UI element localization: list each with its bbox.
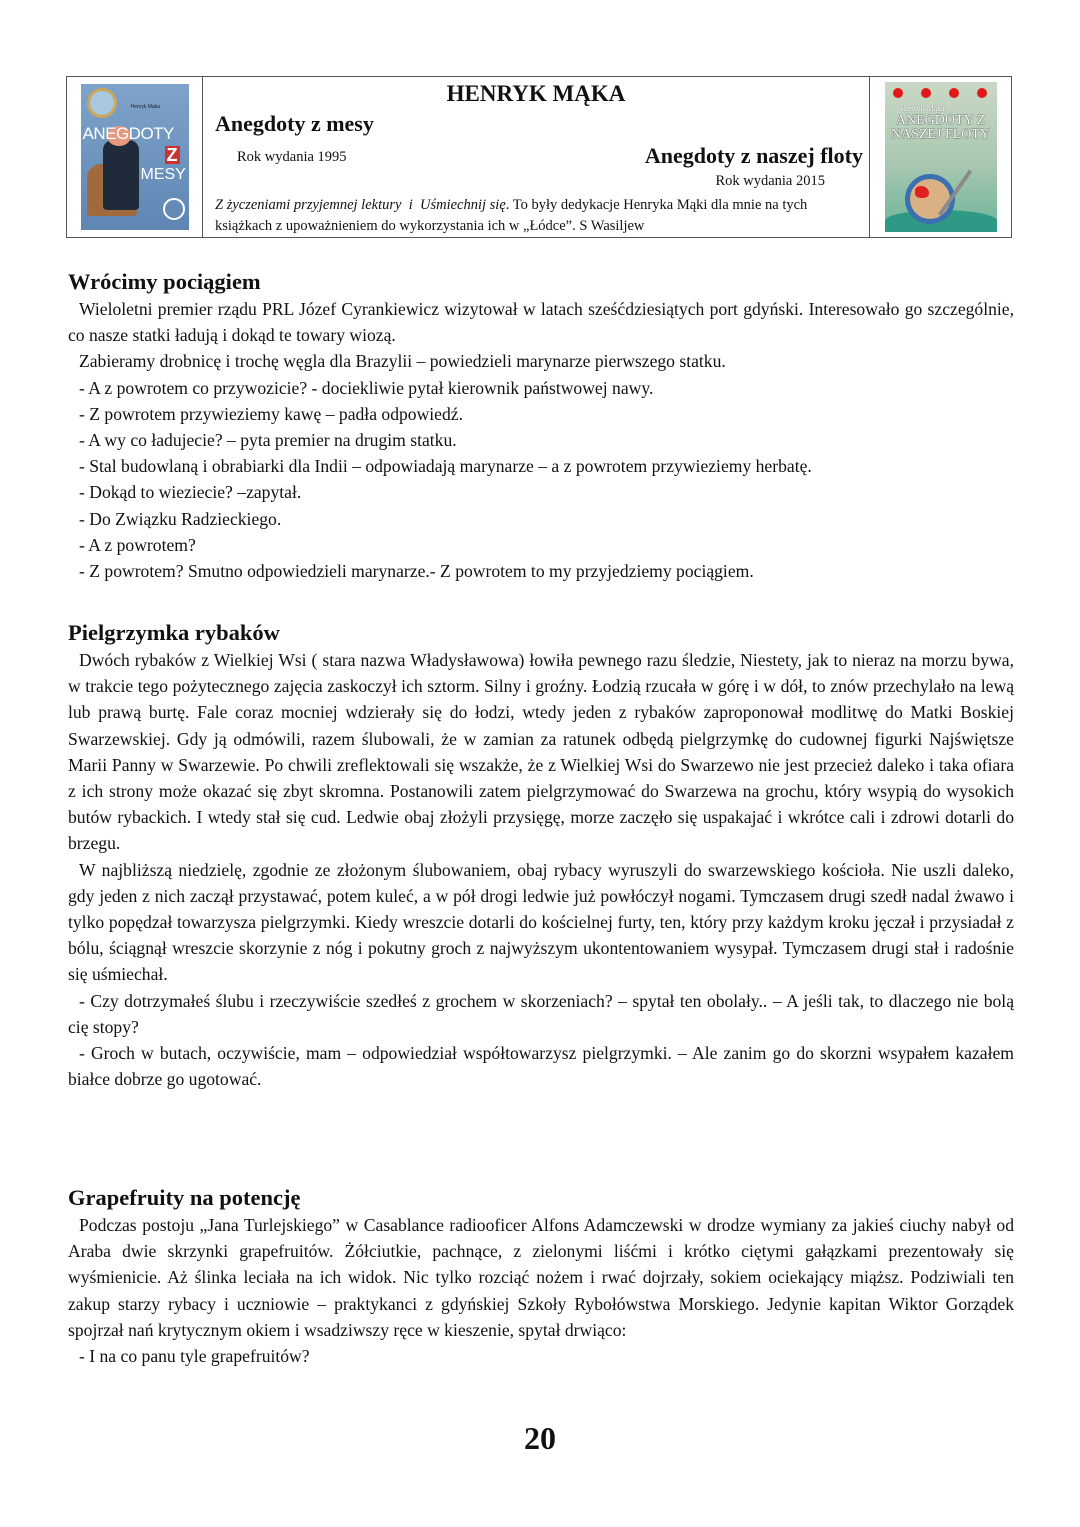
cover1-title-line1: ANEGDOTY (82, 124, 174, 143)
book1-year: Rok wydania 1995 (237, 149, 347, 165)
cover2-title: ANEGDOTY Z NASZEJ FLOTY (890, 113, 991, 142)
bird-beak-graphic (915, 186, 929, 198)
red-dot-icon (921, 88, 931, 98)
cover2-author: Henryk Mąka (900, 104, 945, 113)
article-title: Pielgrzymka rybaków (68, 620, 280, 645)
dialogue-line: - A wy co ładujecie? – pyta premier na drugim statku. (79, 430, 457, 451)
article-paragraph: Podczas postoju „Jana Turlejskiego” w Casablance radiooficer Alfons Adamczewski w drodze wymiany za jakieś ciuchy nabył od Araba dwie skrzynki grapefruitów. Żółciutkie, pachnące, z zielonymi liśćmi i krótko ciętymi gałązkami prezentowały się wyśmienicie. Aż ślinka leciała na ich widok. Nic tylko rozciąć nożem i rwać dojrzały, sokiem ociekający miąższ. Podziwiali ten zakup starzy rybacy i uczniowie – praktykanci z gdyńskiej Szkoły Rybołówstwa Morskiego. Jedynie kapitan Wiktor Gorządek spojrzał nań krytycznym okiem i wsadziwszy ręce w kieszenie, spytał drwiąco: (68, 1215, 1014, 1340)
dialogue-line: - A z powrotem? (79, 534, 196, 555)
article-title: Wrócimy pociągiem (68, 269, 261, 294)
book1-cover-image (81, 84, 189, 230)
book2-cover-image (885, 82, 997, 232)
article-wrocimy-pociagiem (68, 268, 1014, 584)
captain-figure-graphic (103, 140, 139, 210)
dialogue-line: - Groch w butach, oczywiście, mam – odpowiedział współtowarzysz pielgrzymki. – Ale zanim go do skorzni wsypałem kazałem białce dobrze go ugotować. (68, 1043, 1014, 1090)
author-name: HENRYK MĄKA (446, 81, 626, 106)
page-number: 20 (524, 1420, 556, 1456)
book1-cover-cell (67, 77, 203, 237)
red-dot-icon (949, 88, 959, 98)
cover1-title-line2: Z (166, 145, 178, 165)
article-title: Grapefruity na potencję (68, 1185, 301, 1210)
book-header-box (66, 76, 1012, 238)
book2-year: Rok wydania 2015 (715, 173, 825, 189)
publisher-stamp-icon (163, 198, 185, 220)
dedication-note (215, 195, 865, 237)
red-dot-icon (977, 88, 987, 98)
cover1-title-line3: MESY (140, 166, 186, 183)
dialogue-line: - Z powrotem przywieziemy kawę – padła odpowiedź. (79, 403, 463, 424)
book2-title: Anegdoty z naszej floty (644, 143, 863, 168)
dialogue-line: - Do Związku Radzieckiego. (79, 508, 282, 529)
red-dot-icon (893, 88, 903, 98)
article-pielgrzymka-rybakow (68, 619, 1014, 1092)
dialogue-line: - I na co panu tyle grapefruitów? (79, 1346, 310, 1367)
book1-title: Anegdoty z mesy (215, 111, 374, 136)
dialogue-line: - Dokąd to wieziecie? –zapytał. (79, 482, 302, 503)
article-paragraph: W najbliższą niedzielę, zgodnie ze złożonym ślubowaniem, obaj rybacy wyruszyli do swarzewskiego kościoła. Nie uszli daleko, gdy jeden z nich zaczął przystawać, potem kuleć, a w pół drogi ledwie już powłóczył nogami. Tymczasem drugi szedł nadal żwawo i tylko popędzał towarzysza pielgrzymki. Kiedy wreszcie dotarli do kościelnej furty, ten, który przy każdym kroku jęczał i przysiadał z bólu, ściągnął wreszcie skorzynie z nóg i pokutny groch z najwyższym ukontentowaniem wysypał. Tymczasem drugi stał i radośnie się uśmiechał. (68, 859, 1014, 985)
article-paragraph: Wieloletni premier rządu PRL Józef Cyrankiewicz wizytował w latach sześćdziesiątych port gdyński. Interesowało go szczególnie, co nasze statki ładują i dokąd te towary wiozą. (68, 299, 1014, 346)
article-grapefruity-na-potencje (68, 1184, 1014, 1369)
dialogue-line: - A z powrotem co przywozicie? - dociekliwie pytał kierownik państwowej nawy. (79, 377, 654, 398)
dedication-connector: i (401, 197, 420, 213)
cover1-author: Henryk Mąka (130, 104, 160, 110)
dialogue-line: - Stal budowlaną i obrabiarki dla Indii – odpowiadają marynarze – a z powrotem przywieziemy herbatę. (79, 456, 812, 477)
dialogue-line: - Czy dotrzymałeś ślubu i rzeczywiście szedłeś z grochem w skorzeniach? – spytał ten obolały.. – A jeśli tak, to dlaczego nie bolą cię stopy? (68, 990, 1014, 1037)
dedication-rest: . To były dedykacje Henryka Mąki dla mnie na tych książkach z upoważnieniem do wykorzystania ich w „Łódce”. S Wasiljew (215, 197, 808, 234)
article-paragraph: Zabieramy drobnicę i trochę węgla dla Brazylii – powiedzieli marynarze pierwszego statku. (79, 351, 726, 372)
porthole-graphic (87, 88, 117, 118)
header-text-cell (203, 77, 869, 237)
dedication-italic-2: Uśmiechnij się (419, 197, 506, 213)
dedication-italic-1: Z życzeniami przyjemnej lektury (215, 197, 402, 213)
dialogue-line: - Z powrotem? Smutno odpowiedzieli marynarze.- Z powrotem to my przyjedziemy pociągiem. (79, 561, 754, 582)
article-paragraph: Dwóch rybaków z Wielkiej Wsi ( stara nazwa Władysławowa) łowiła pewnego razu śledzie, Niestety, jak to nieraz na morzu bywa, w trakcie tego pożytecznego zajęcia zaskoczył ich sztorm. Silny i groźny. Łodzią rzucała w górę i w dół, to znów przechylało na lewą lub prawą burtę. Fale coraz mocniej wdzierały się do łodzi, wtedy jeden z rybaków zaproponował modlitwę do Matki Boskiej Swarzewskiej. Gdy ją odmówili, razem ślubowali, że w zamian za ratunek odbędą pielgrzymkę do cudownej figurki Najświętsze Marii Panny w Swarzewie. Po chwili zreflektowali się wszakże, że z Wielkiej Wsi do Swarzewo nie jest przecież daleko i taka ofiara z ich strony może okazać się zbyt skromna. Postanowili zatem pielgrzymować do Swarzewa na grochu, który wsypią do wysokich butów rybackich. I wtedy stał się cud. Ledwie obaj złożyli przysięgę, morze zaczęło się uspakajać i wkrótce cali i zdrowi dotarli do brzegu. (68, 650, 1014, 854)
book2-cover-cell (869, 77, 1011, 237)
